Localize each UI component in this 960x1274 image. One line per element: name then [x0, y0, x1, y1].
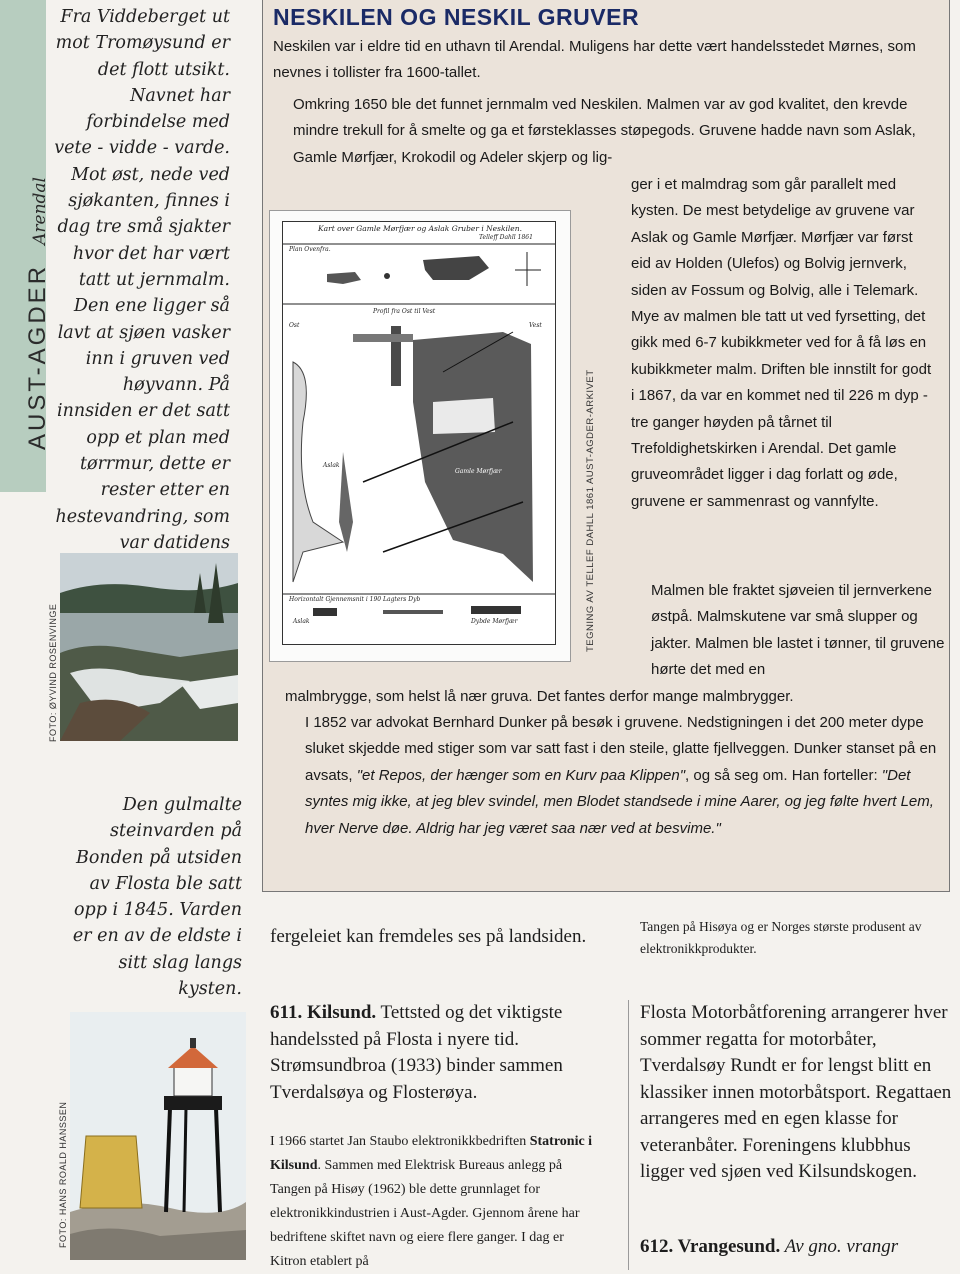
box-paragraph-4: Malmen ble fraktet sjøveien til jernverkene østpå. Malmskutene var små slupper og jakter. Malmen ble lastet i tønner, til gruvene hørte det med en	[651, 582, 945, 679]
box-paragraph-3: ger i et malmdrag som går parallelt med kysten. De mest betydelige av gruvene var Aslak og Gamle Mørfjær. Mørfjær var først eid av Holden (Ulefos) og Bolvig jernverk, siden av Fossum og Bolvig, alle i Telemark. Mye av malmen ble tatt ut ved fyrsetting, det gikk med 6-7 kubikkmeter ved for å få løs en kubikkmeter malm. Driften ble innstilt for godt i 1867, da var en kommet ned til 226 m dyp - tre ganger høyden på tårnet til Trefoldighetskirken i Arendal. Det gamle gruveområdet ligger i dag forlatt og øde, gruvene er sammenrast og vannfylte.	[631, 176, 932, 510]
box-title: NESKILEN OG NESKIL GRUVER	[273, 4, 640, 30]
map-label-aslak: Aslak	[323, 462, 340, 469]
margin-note-bonden: Den gulmalte steinvarden på Bonden på utsiden av Flosta ble satt opp i 1845. Varden er en av de eldste i sitt slag langs kysten.	[72, 795, 242, 1000]
entry-612-heading: 612. Vrangesund.	[640, 1236, 781, 1257]
map-label-vest: Vest	[529, 322, 542, 329]
region-tab	[0, 0, 51, 492]
feature-box	[262, 0, 950, 892]
beacon-tower-photo	[70, 1012, 246, 1260]
tower-photo-credit: FOTO: HANS ROALD HANSSEN	[58, 1101, 68, 1248]
box-paragraph-1: Neskilen var i eldre tid en uthavn til Arendal. Muligens har dette vært handelsstedet Mørnes, som nevnes i tollister fra 1600-tallet.	[273, 38, 916, 82]
map-title: Kart over Gamle Mørfjær og Aslak Gruber i Neskilen.	[318, 224, 522, 233]
column2-kitron-paragraph: Tangen på Hisøya og er Norges største produsent av elektronikkprodukter.	[640, 919, 922, 956]
dunker-quote-1: "et Repos, der hænger som en Kurv paa Klippen"	[356, 766, 686, 784]
entry-611-heading: 611. Kilsund.	[270, 1002, 377, 1023]
mine-map-frame	[269, 210, 571, 662]
map-label-ost: Ost	[289, 322, 300, 329]
mine-map	[282, 221, 556, 645]
coast-photo-credit: FOTO: ØYVIND ROSENVINGE	[48, 603, 58, 742]
column1-continuation: fergeleiet kan fremdeles ses på landsiden.	[270, 926, 587, 947]
town-name: Arendal	[30, 177, 50, 245]
map-label-aslak-section: Aslak	[293, 618, 310, 625]
entry-611-kilsund: 611. Kilsund. Tettsted og det viktigste handelssted på Flosta i nyere tid. Strømsundbroa (1933) binder sammen Tverdalsøya og Flosterøya.	[270, 1002, 563, 1103]
coast-photo	[60, 553, 238, 741]
box-paragraph-5: malmbrygge, som helst lå nær gruva. Det fantes derfor mange malmbrygger.	[285, 688, 794, 705]
map-label-horizontal: Horizontalt Gjennemsnit i 190 Lagters Dyb	[289, 596, 421, 603]
map-credit: TEGNING AV TELLEF DAHLL 1861 AUST-AGDER-ARKIVET	[585, 369, 596, 652]
map-label-dybde: Dybde Mørfjær	[471, 618, 518, 625]
map-label-plan: Plan Ovenfra.	[289, 246, 331, 253]
entry-612-vrangesund: 612. Vrangesund. Av gno. vrangr	[640, 1236, 899, 1257]
region-name: AUST-AGDER	[24, 263, 51, 450]
map-label-gamle: Gamle Mørfjær	[455, 468, 502, 475]
statronic-name: Statronic i Kilsund	[270, 1134, 593, 1173]
map-subtitle: Telleff Dahll 1861	[479, 234, 533, 241]
dunker-quote-2: "Det syntes mig ikke, at jeg blev svindel, men Blodet standsede i mine Aarer, og jeg følte hvert Lem, hver Nerve døe. Aldrig har jeg været saa nær ved at besvime."	[305, 766, 934, 837]
map-label-profile: Profil fra Ost til Vest	[373, 308, 436, 315]
margin-note-viddeberget: Fra Viddeberget ut mot Tromøysund er det flott utsikt. Navnet har forbindelse med vete - vidde - varde. Mot øst, nede ved sjøkanten, finnes i dag tre små sjakter hvor det har vært tatt ut jernmalm. Den ene ligger så lavt at sjøen vasker inn i gruven ved høyvann. På innsiden er det satt opp et plan med tørrmur, dette er rester etter en hestevandring, som var datidens	[54, 7, 230, 553]
flosta-motorbat-paragraph: Flosta Motorbåtforening arrangerer hver sommer regatta for motorbåter, Tverdalsøy Rundt er for lengst blitt en klassiker innen motorbåtsport. Regattaen arrangeres med en egen klasse for veteranbåter. Foreningens klubbhus ligger ved sjøen ved Kilsundskogen.	[640, 1002, 952, 1182]
column-divider	[628, 1000, 629, 1270]
box-paragraph-6: I 1852 var advokat Bernhard Dunker på besøk i gruvene. Nedstigningen i det 200 meter dype sluket skjedde med stiger som var satt fast i den steile, glatte fjellveggen. Dunker stanset på en avsats, "et Repos, der hænger som en Kurv paa Klippen", og så seg om. Han forteller: "Det syntes mig ikke, at jeg blev svindel, men Blodet standsede i mine Aarer, og jeg følte hvert Lem, hver Nerve døe. Aldrig har jeg været saa nær ved at besvime."	[305, 714, 937, 837]
region-tab-text	[24, 177, 52, 450]
box-paragraph-2: Omkring 1650 ble det funnet jernmalm ved Neskilen. Malmen var av god kvalitet, den krevde mindre trekull for å smelte og ga et førsteklasses støpegods. Gruvene hadde navn som Aslak, Gamle Mørfjær, Krokodil og Adeler skjerp og lig-	[293, 96, 916, 166]
statronic-paragraph: I 1966 startet Jan Staubo elektronikkbedriften Statronic i Kilsund. Sammen med Elektrisk Bureaus anlegg på Tangen på Hisøy (1962) ble dette grunnlaget for elektronikkindustrien i Aust-Agder. Gjennom årene har bedriftene skiftet navn og eiere flere ganger. I dag er Kitron etablert på	[270, 1134, 593, 1269]
